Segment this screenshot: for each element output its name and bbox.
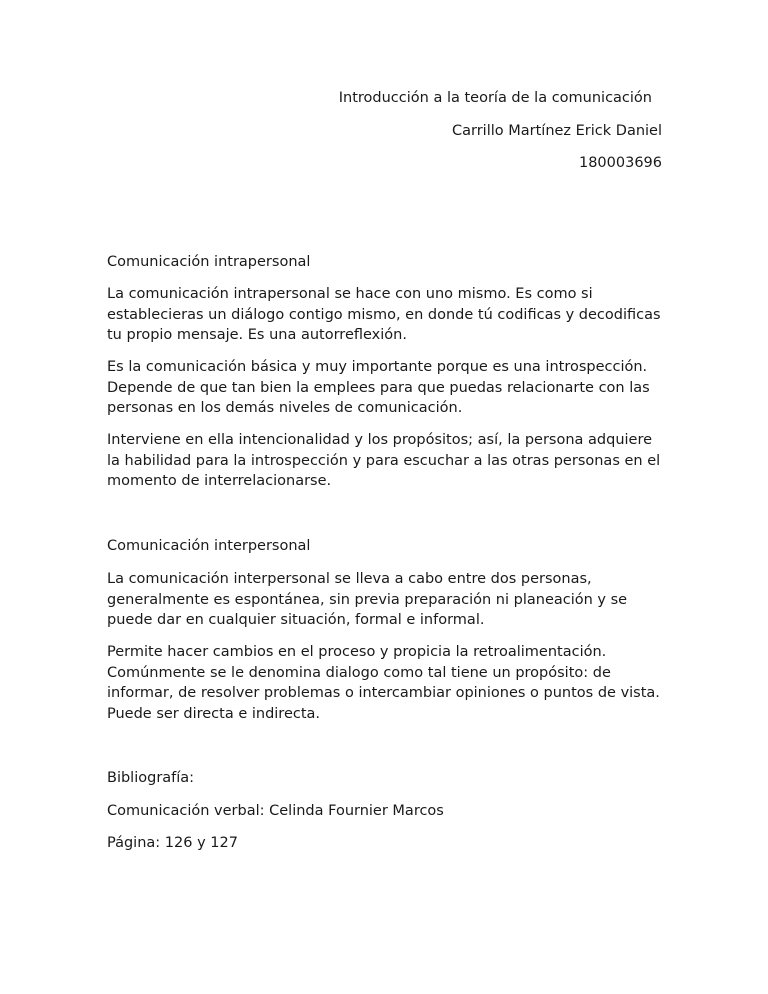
bibliography-heading: Bibliografía: — [107, 770, 195, 786]
paragraph: Interviene en ella intencionalidad y los propósitos; así, la persona adquiere la habilidad para la introspección y para escuchar a las otras personas en el momento de interrelacionarse. — [107, 432, 661, 489]
paragraph: Permite hacer cambios en el proceso y propicia la retroalimentación. Comúnmente se le denomina dialogo como tal tiene un propósito: de informar, de resolver problemas o intercambiar opiniones o puntos de vista. Puede ser directa e indirecta. — [107, 644, 660, 722]
section-heading-interpersonal: Comunicación interpersonal — [107, 538, 311, 554]
bibliography-source: Comunicación verbal: Celinda Fournier Marcos — [107, 803, 444, 819]
course-title: Introducción a la teoría de la comunicación — [338, 90, 652, 106]
bibliography-pages: Página: 126 y 127 — [107, 835, 238, 851]
section-heading-intrapersonal: Comunicación intrapersonal — [107, 254, 311, 270]
student-name: Carrillo Martínez Erick Daniel — [452, 123, 662, 139]
paragraph: La comunicación interpersonal se lleva a cabo entre dos personas, generalmente es espontánea, sin previa preparación ni planeación y se puede dar en cualquier situación, formal e informal. — [107, 571, 628, 628]
paragraph: Es la comunicación básica y muy importante porque es una introspección. Depende de que tan bien la emplees para que puedas relacionarte con las personas en los demás niveles de comunicación. — [107, 359, 650, 416]
student-id: 180003696 — [578, 155, 662, 171]
paragraph: La comunicación intrapersonal se hace con uno mismo. Es como si establecieras un diálogo contigo mismo, en donde tú codificas y decodificas tu propio mensaje. Es una autorreflexión. — [107, 286, 661, 343]
